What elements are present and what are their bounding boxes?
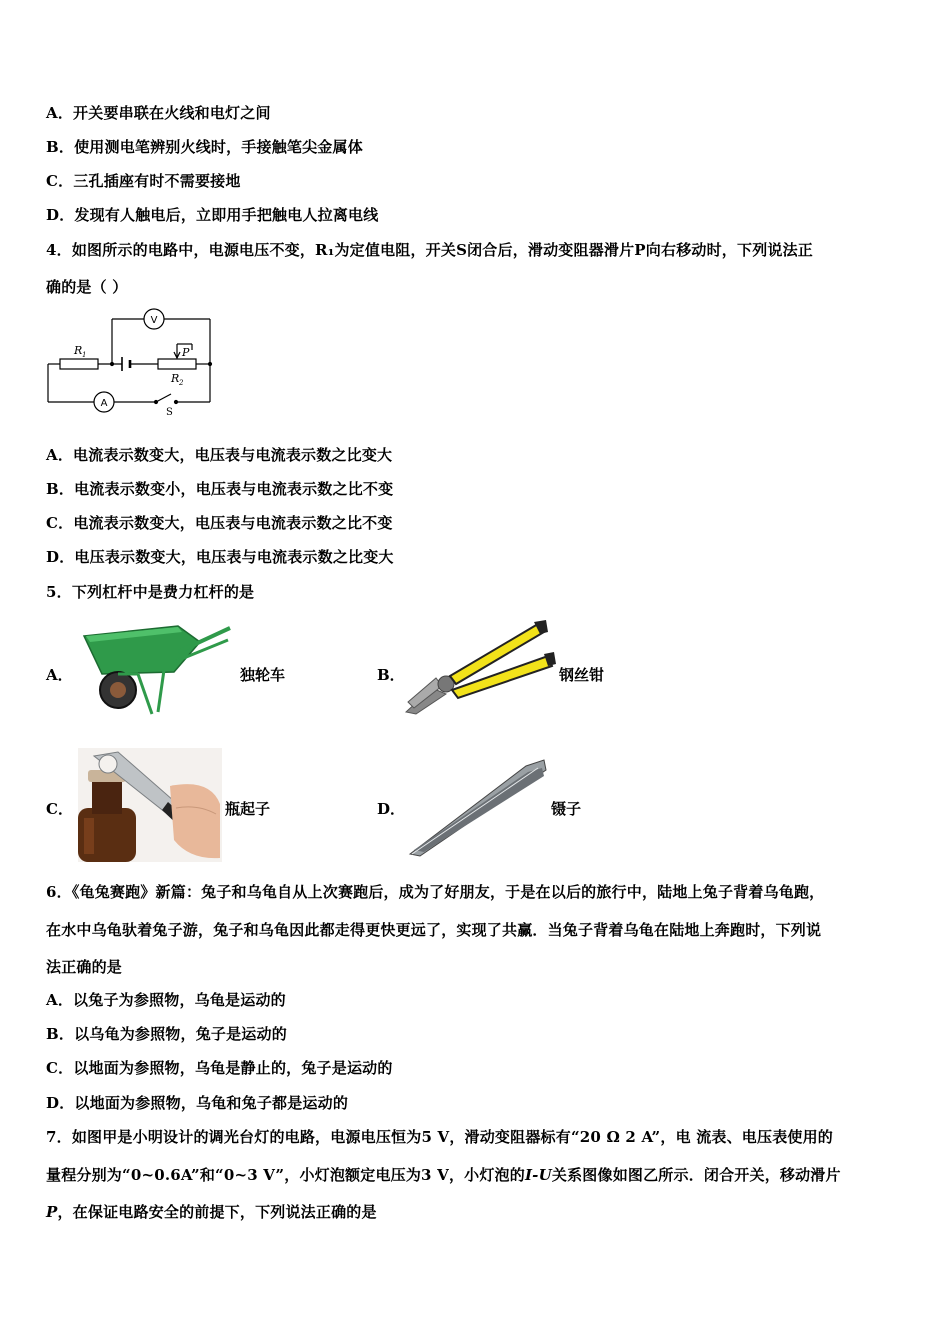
q5-option-d-caption: 镊子 [551, 800, 582, 818]
q7-line2-part2: 关系图像如图乙所示．闭合开关，移动滑片 [551, 1166, 841, 1184]
q5-option-a-caption: 独轮车 [240, 666, 286, 684]
option-text: 以乌龟为参照物，兔子是运动的 [74, 1025, 287, 1043]
q6-stem-line1: 6．《龟兔赛跑》新篇：兔子和乌龟自从上次赛跑后，成为了好朋友，于是在以后的旅行中，陆地上兔子背着乌龟跑， [46, 883, 825, 901]
q4-stem-line2: 确的是（ ） [46, 278, 128, 296]
r1-label: R [74, 344, 83, 357]
r2-label: R [171, 372, 180, 385]
iu-label: I-U [524, 1166, 552, 1184]
q4-option-b [46, 478, 393, 499]
option-label: D． [46, 548, 75, 566]
r2-sub: 2 [179, 379, 184, 387]
option-label: D． [46, 206, 75, 224]
tweezers-image [406, 756, 548, 858]
option-label: B． [46, 138, 75, 156]
ammeter-label: A [100, 398, 108, 409]
q7-stem-line2 [46, 1164, 841, 1185]
option-text: 发现有人触电后，立即用手把触电人拉离电线 [74, 206, 379, 224]
q5-option-c-caption: 瓶起子 [225, 800, 271, 818]
q5-option-b-caption: 钢丝钳 [559, 666, 605, 684]
p-label: P [46, 1203, 58, 1221]
option-label: B． [46, 480, 75, 498]
q6-stem-line2: 在水中乌龟驮着兔子游，兔子和乌龟因此都走得更快更远了，实现了共赢．当兔子背着乌龟在陆地上奔跑时，下列说 [46, 921, 822, 939]
option-label: A． [46, 104, 74, 122]
q7-line3-text: ，在保证电路安全的前提下，下列说法正确的是 [57, 1203, 377, 1221]
option-text: 以兔子为参照物，乌龟是运动的 [73, 991, 286, 1009]
q3-option-b [46, 136, 363, 157]
q4-circuit-diagram [44, 306, 216, 418]
option-label: B． [46, 1025, 75, 1043]
wheelbarrow-image [78, 618, 234, 718]
option-label: C． [46, 1059, 74, 1077]
option-label: C． [46, 172, 74, 190]
option-text: 电流表示数变大，电压表与电流表示数之比不变 [73, 514, 393, 532]
r2-rheostat [158, 359, 196, 369]
q3-option-c [46, 170, 241, 191]
switch-label: S [166, 407, 173, 418]
pliers-image [402, 616, 558, 718]
q5-option-a-label: A． [46, 666, 73, 684]
option-label: D． [46, 1094, 75, 1112]
q6-option-b [46, 1023, 287, 1044]
q4-option-a [46, 444, 392, 465]
option-label: A． [46, 991, 74, 1009]
option-text: 以地面为参照物，乌龟和兔子都是运动的 [74, 1094, 349, 1112]
voltmeter-label: V [150, 315, 158, 326]
q6-option-a [46, 989, 286, 1010]
q4-option-c [46, 512, 393, 533]
q7-stem-line1: 7．如图甲是小明设计的调光台灯的电路，电源电压恒为5 V，滑动变阻器标有“20 Ω 2 A”，电 流表、电压表使用的 [46, 1128, 834, 1146]
option-text: 以地面为参照物，乌龟是静止的，兔子是运动的 [73, 1059, 393, 1077]
option-text: 电流表示数变大，电压表与电流表示数之比变大 [73, 446, 393, 464]
q7-line2-part1: 量程分别为“0~0.6A”和“0~3 V”，小灯泡额定电压为3 V，小灯泡的 [46, 1166, 525, 1184]
option-text: 开关要串联在火线和电灯之间 [73, 104, 271, 122]
option-text: 电压表示数变大，电压表与电流表示数之比变大 [74, 548, 394, 566]
option-text: 电流表示数变小，电压表与电流表示数之比不变 [74, 480, 394, 498]
r1-sub: 1 [82, 351, 87, 359]
option-text: 使用测电笔辨别火线时，手接触笔尖金属体 [74, 138, 363, 156]
r1-resistor [60, 359, 98, 369]
q6-stem-line3: 法正确的是 [46, 958, 123, 976]
q3-option-d [46, 204, 378, 225]
q4-stem-line1: 4．如图所示的电路中，电源电压不变，R₁为定值电阻，开关S闭合后，滑动变阻器滑片P向右移动时，下列说法正 [46, 241, 813, 259]
option-label: A． [46, 446, 74, 464]
bottle-opener-image [78, 748, 222, 862]
p-label: P [182, 346, 190, 359]
q4-option-d [46, 546, 394, 567]
q6-option-c [46, 1057, 393, 1078]
q7-stem-line3 [46, 1201, 377, 1222]
q5-option-b-label: B． [377, 666, 405, 684]
option-text: 三孔插座有时不需要接地 [73, 172, 241, 190]
q5-stem: 5．下列杠杆中是费力杠杆的是 [46, 583, 255, 601]
q6-option-d [46, 1092, 348, 1113]
q3-option-a [46, 102, 271, 123]
q5-option-c-label: C． [46, 800, 73, 818]
option-label: C． [46, 514, 74, 532]
q5-option-d-label: D． [377, 800, 406, 818]
